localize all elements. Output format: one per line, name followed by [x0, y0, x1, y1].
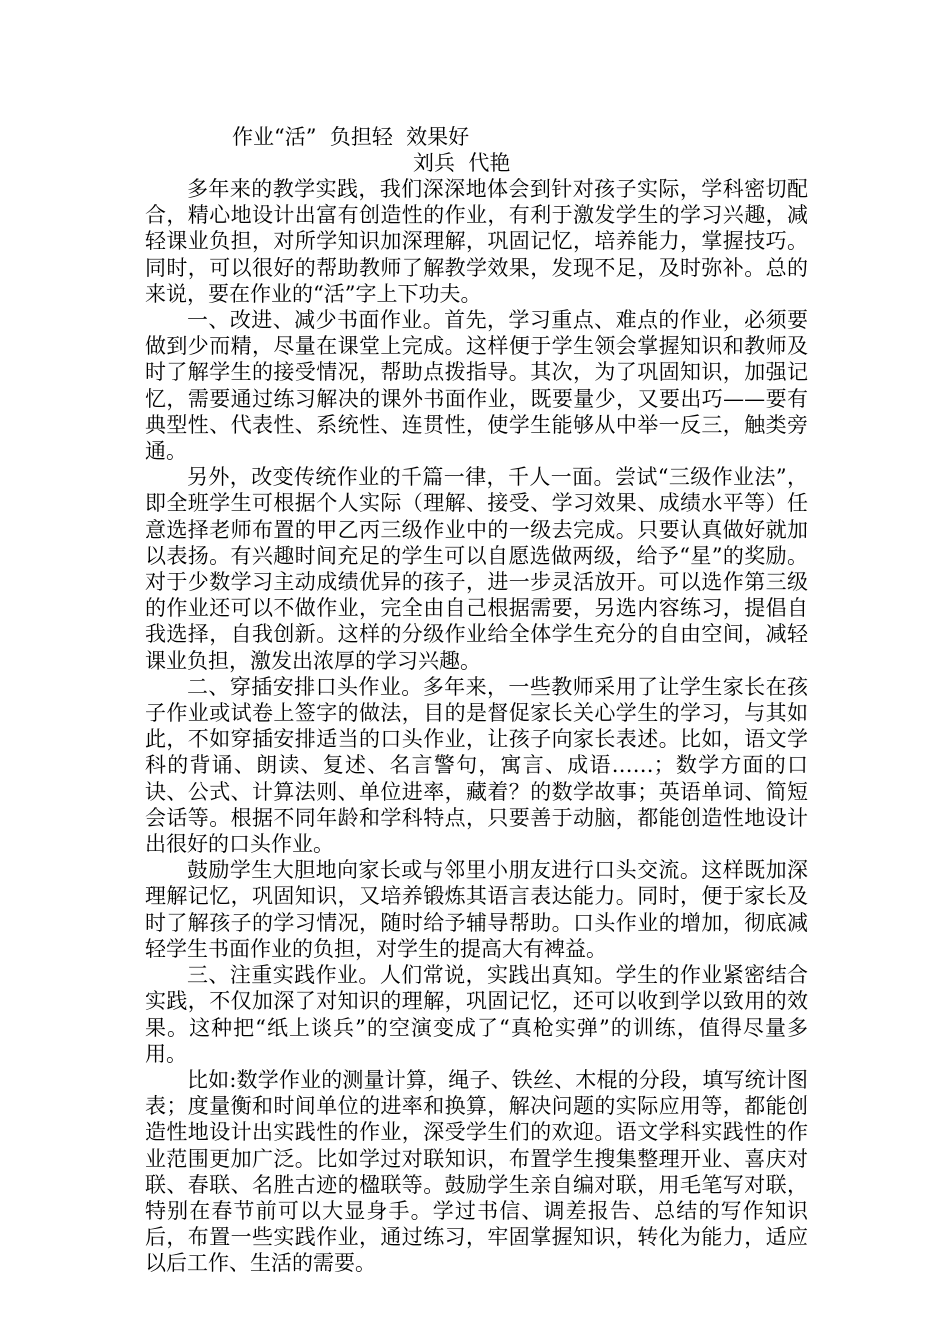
paragraph: 比如:数学作业的测量计算，绳子、铁丝、木棍的分段，填写统计图表；度量衡和时间单位的进率和换算，解决问题的实际应用等，都能创造性地设计出实践性的作业，深受学生们的欢迎。语文学科实践性的作业范围更加广泛。比如学过对联知识，布置学生搜集整理开业、喜庆对联、春联、名胜古迹的楹联等。鼓励学生亲自编对联，用毛笔写对联，特别在春节前可以大显身手。学过书信、调差报告、总结的写作知识后，布置一些实践作业，通过练习，牢固掌握知识，转化为能力，适应以后工作、生活的需要。: [145, 1067, 808, 1276]
paragraph: 二、穿插安排口头作业。多年来，一些教师采用了让学生家长在孩子作业或试卷上签字的做法，目的是督促家长关心学生的学习，与其如此，不如穿插安排适当的口头作业，让孩子向家长表述。比如，语文学科的背诵、朗读、复述、名言警句，寓言、成语……；数学方面的口诀、公式、计算法则、单位进率，藏着？的数学故事；英语单词、简短会话等。根据不同年龄和学科特点，只要善于动脑，都能创造性地设计出很好的口头作业。: [145, 674, 808, 857]
document-authors: 刘兵 代艳: [413, 151, 511, 175]
paragraph: 三、注重实践作业。人们常说，实践出真知。学生的作业紧密结合实践，不仅加深了对知识的理解，巩固记忆，还可以收到学以致用的效果。这种把“纸上谈兵”的空演变成了“真枪实弹”的训练，值得尽量多用。: [145, 963, 808, 1066]
paragraph: 多年来的教学实践，我们深深地体会到针对孩子实际，学科密切配合，精心地设计出富有创造性的作业，有利于激发学生的学习兴趣，减轻课业负担，对所学知识加深理解，巩固记忆，培养能力，掌握技巧。同时，可以很好的帮助教师了解教学效果，发现不足，及时弥补。总的来说，要在作业的“活”字上下功夫。: [145, 177, 808, 306]
paragraph: 另外，改变传统作业的千篇一律，千人一面。尝试“三级作业法”，即全班学生可根据个人实际（理解、接受、学习效果、成绩水平等）任意选择老师布置的甲乙丙三级作业中的一级去完成。只要认真做好就加以表扬。有兴趣时间充足的学生可以自愿选做两级，给予“星”的奖励。对于少数学习主动成绩优异的孩子，进一步灵活放开。可以选作第三级的作业还可以不做作业，完全由自己根据需要，另选内容练习，提倡自我选择，自我创新。这样的分级作业给全体学生充分的自由空间，减轻课业负担，激发出浓厚的学习兴趣。: [145, 465, 808, 673]
paragraph: 一、改进、减少书面作业。首先，学习重点、难点的作业，必须要做到少而精，尽量在课堂上完成。这样便于学生领会掌握知识和教师及时了解学生的接受情况，帮助点拨指导。其次，为了巩固知识，加强记忆，需要通过练习解决的课外书面作业，既要量少，又要出巧——要有典型性、代表性、系统性、连贯性，使学生能够从中举一反三，触类旁通。: [145, 308, 808, 464]
document-body: [145, 176, 808, 1277]
document-title: 作业“活” 负担轻 效果好: [232, 125, 470, 149]
paragraph: 鼓励学生大胆地向家长或与邻里小朋友进行口头交流。这样既加深理解记忆，巩固知识，又培养锻炼其语言表达能力。同时，便于家长及时了解孩子的学习情况，随时给予辅导帮助。口头作业的增加，彻底减轻学生书面作业的负担，对学生的提高大有裨益。: [145, 858, 808, 961]
